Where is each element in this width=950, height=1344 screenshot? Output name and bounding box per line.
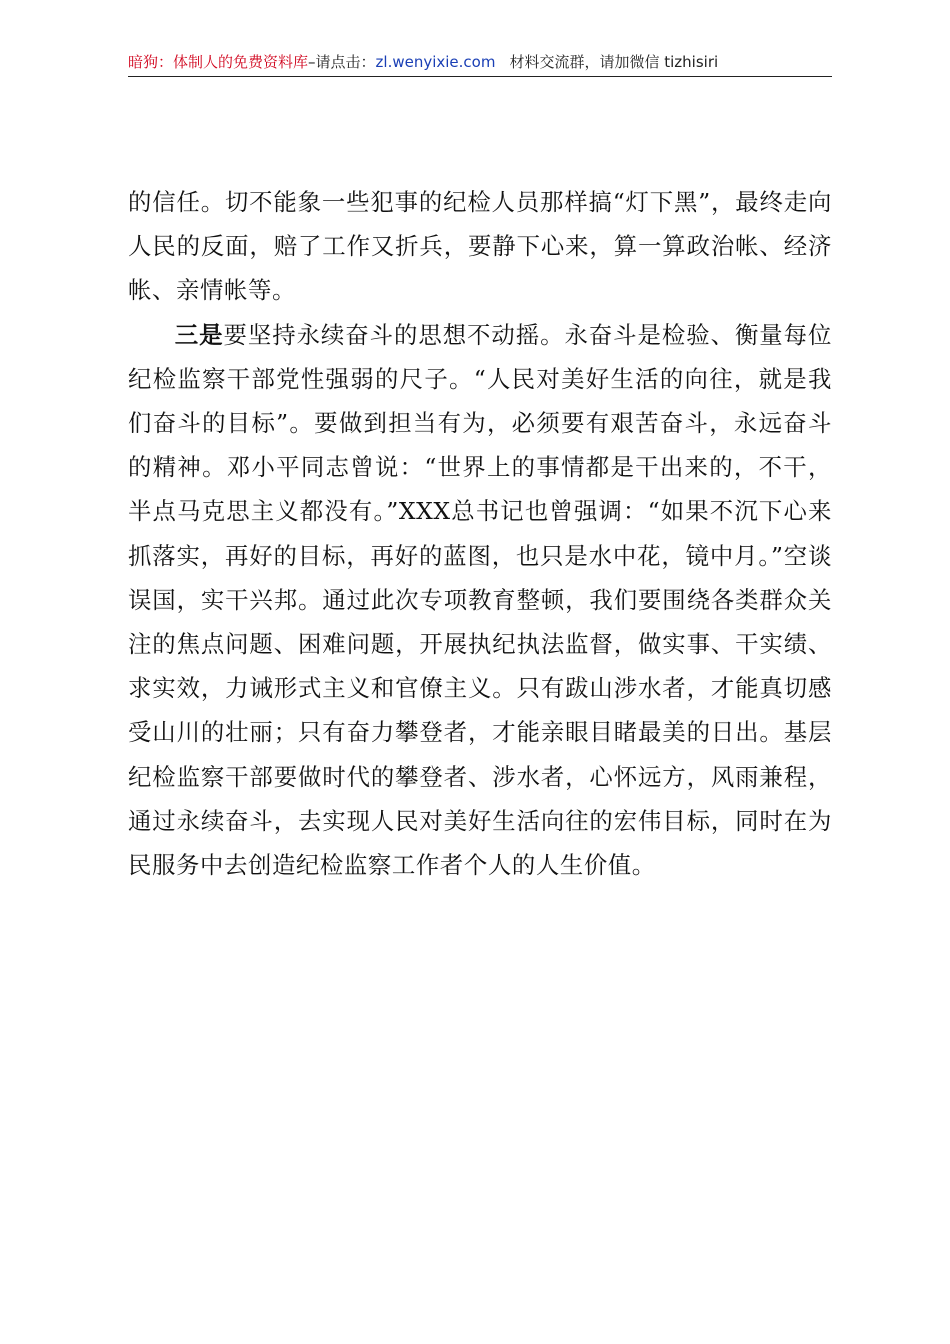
header-site-name: 暗狗：体制人的免费资料库 (128, 53, 309, 71)
header-wechat-note: 材料交流群，请加微信 tizhisiri (509, 53, 719, 71)
document-body (128, 180, 832, 887)
header-url-link[interactable]: zl.wenyixie.com (375, 53, 496, 71)
paragraph-text: 要坚持永续奋斗的思想不动摇。永奋斗是检验、衡量每位纪检监察干部党性强弱的尺子。“人民对美好生活的向往，就是我们奋斗的目标”。要做到担当有为，必须要有艰苦奋斗，永远奋斗的精神。邓小平同志曾说：“世界上的事情都是干出来的，不干，半点马克思主义都没有。”XXX总书记也曾强调：“如果不沉下心来抓落实，再好的目标，再好的蓝图，也只是水中花，镜中月。”空谈误国，实干兴邦。通过此次专项教育整顿，我们要围绕各类群众关注的焦点问题、困难问题，开展执纪执法监督，做实事、干实绩、求实效，力诫形式主义和官僚主义。只有跋山涉水者，才能真切感受山川的壮丽；只有奋力攀登者，才能亲眼目睹最美的日出。基层纪检监察干部要做时代的攀登者、涉水者，心怀远方，风雨兼程，通过永续奋斗，去实现人民对美好生活向往的宏伟目标，同时在为民服务中去创造纪检监察工作者个人的人生价值。 (128, 320, 833, 880)
page-header (128, 50, 832, 77)
paragraph-lead: 三是 (174, 320, 224, 349)
paragraph-third-point (128, 313, 832, 888)
header-prompt: –请点击： (308, 53, 376, 71)
paragraph-continuation: 的信任。切不能象一些犯事的纪检人员那样搞“灯下黑”，最终走向人民的反面，赔了工作又折兵，要静下心来，算一算政治帐、经济帐、亲情帐等。 (128, 188, 832, 305)
